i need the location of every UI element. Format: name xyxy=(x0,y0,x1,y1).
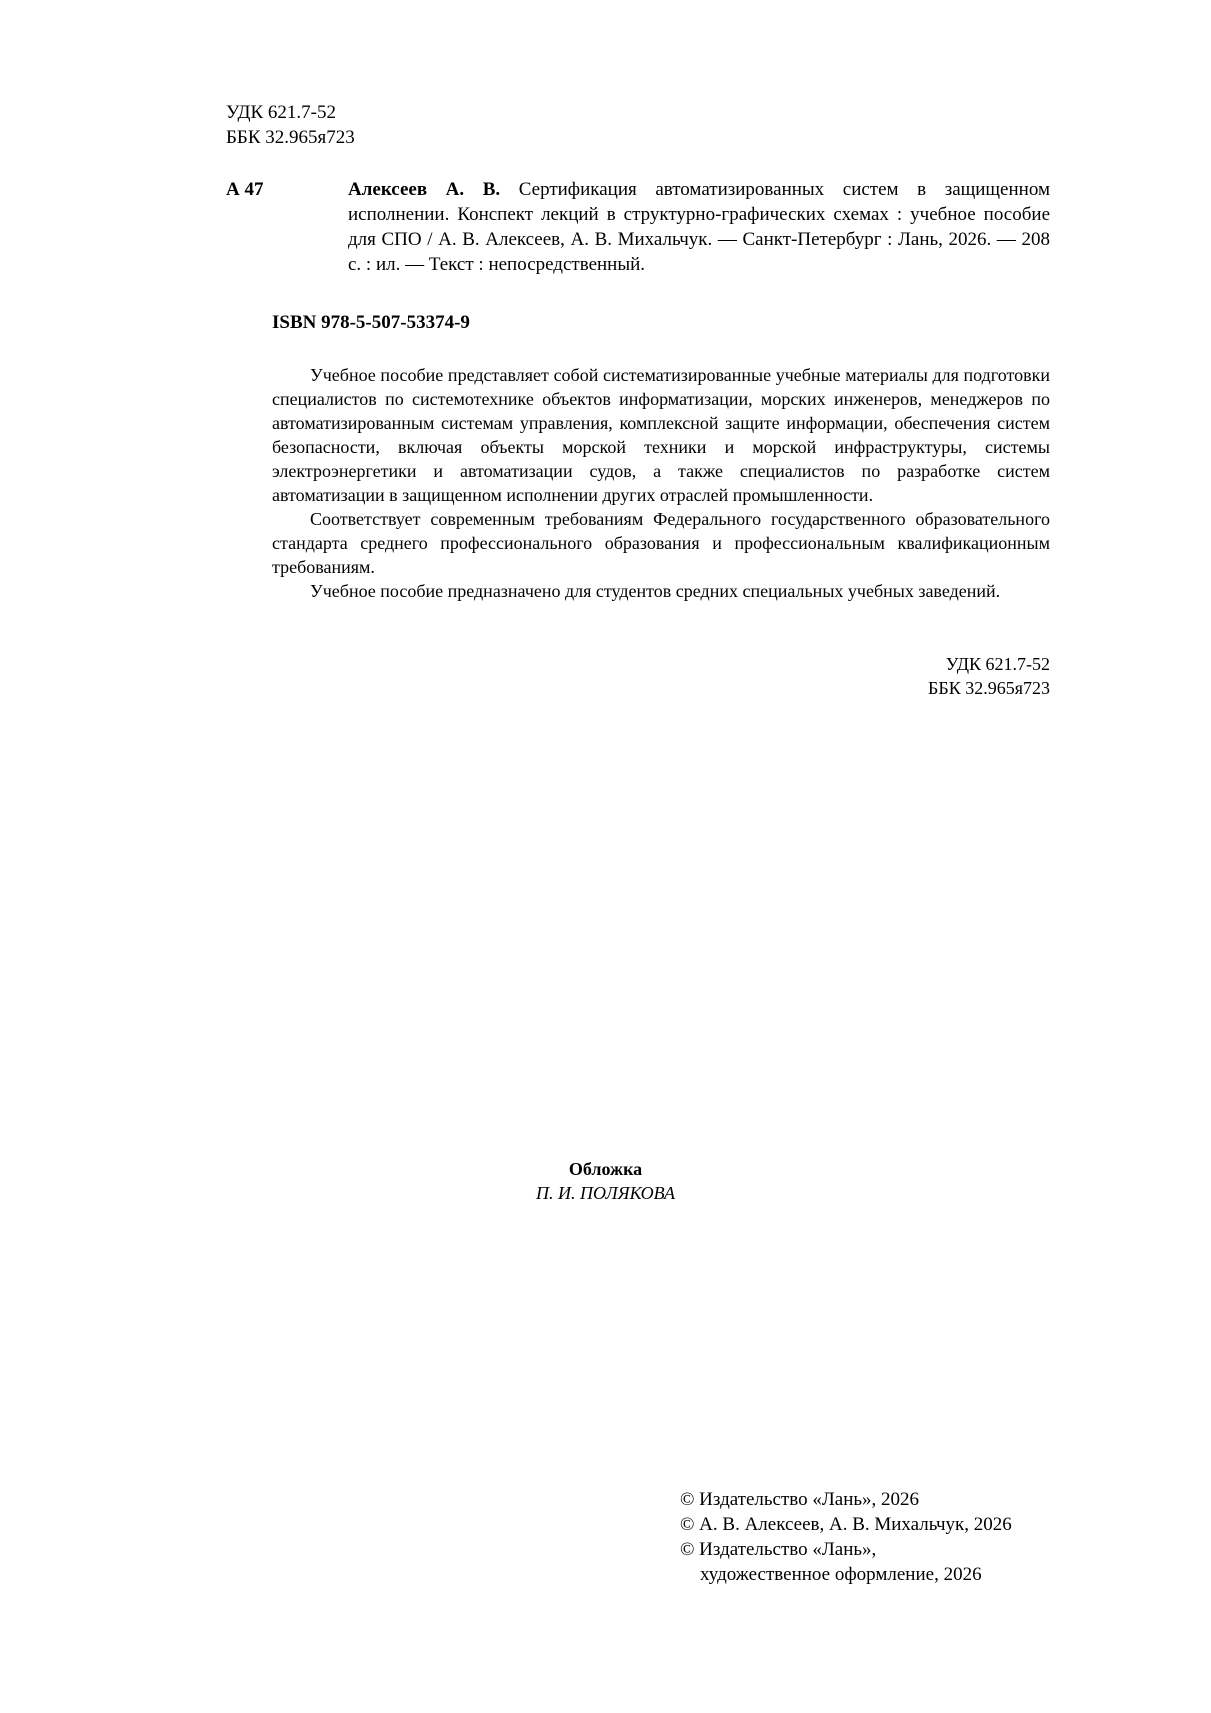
udk-code-right: УДК 621.7-52 xyxy=(945,654,1050,674)
bibliographic-description: Сертификация автоматизированных систем в защищенном исполнении. Конспект лекций в структурно-графических схемах : учебное пособие для СПО / А. В. Алексеев, А. В. Михальчук. — Санкт-Петербург : Лань, 2026. — 208 с. : ил. — Текст : непосредственный. xyxy=(348,179,1050,275)
author-cipher: А 47 xyxy=(226,179,264,200)
copyright-block xyxy=(680,1487,1012,1587)
bibliographic-entry xyxy=(348,177,1050,277)
bbk-code-right: ББК 32.965я723 xyxy=(928,678,1050,698)
abstract-paragraph: Соответствует современным требованиям Федерального государственного образовательного стандарта среднего профессионального образования и профессиональным квалификационным требованиям. xyxy=(272,509,1050,577)
author-name: Алексеев А. В. xyxy=(348,179,501,200)
abstract-paragraph: Учебное пособие представляет собой систематизированные учебные материалы для подготовки специалистов по системотехнике объектов информатизации, морских инженеров, менеджеров по автоматизированным системам управления, комплексной защите информации, обеспечения систем безопасности, включая объекты морской техники и морской инфраструктуры, системы электроэнергетики и автоматизации судов, а также специалистов по разработке систем автоматизации в защищенном исполнении других отраслей промышленности. xyxy=(272,365,1050,505)
bibliographic-record xyxy=(226,177,1050,277)
isbn: ISBN 978-5-507-53374-9 xyxy=(272,312,470,333)
classification-block-right xyxy=(928,652,1050,700)
abstract xyxy=(272,363,1050,603)
copyright-line: © А. В. Алексеев, А. В. Михальчук, 2026 xyxy=(680,1514,1012,1535)
cover-role-label: Обложка xyxy=(568,1159,643,1179)
copyright-line: художественное оформление, 2026 xyxy=(700,1564,982,1585)
cover-credit xyxy=(0,1157,1211,1205)
bbk-code: ББК 32.965я723 xyxy=(226,127,355,148)
udk-code: УДК 621.7-52 xyxy=(226,102,336,123)
abstract-paragraph: Учебное пособие предназначено для студентов средних специальных учебных заведений. xyxy=(310,581,1001,601)
copyright-line: © Издательство «Лань», 2026 xyxy=(680,1489,920,1510)
classification-block-top xyxy=(226,100,355,150)
copyright-line: © Издательство «Лань», xyxy=(680,1539,877,1560)
cover-designer-name: П. И. ПОЛЯКОВА xyxy=(536,1183,675,1203)
